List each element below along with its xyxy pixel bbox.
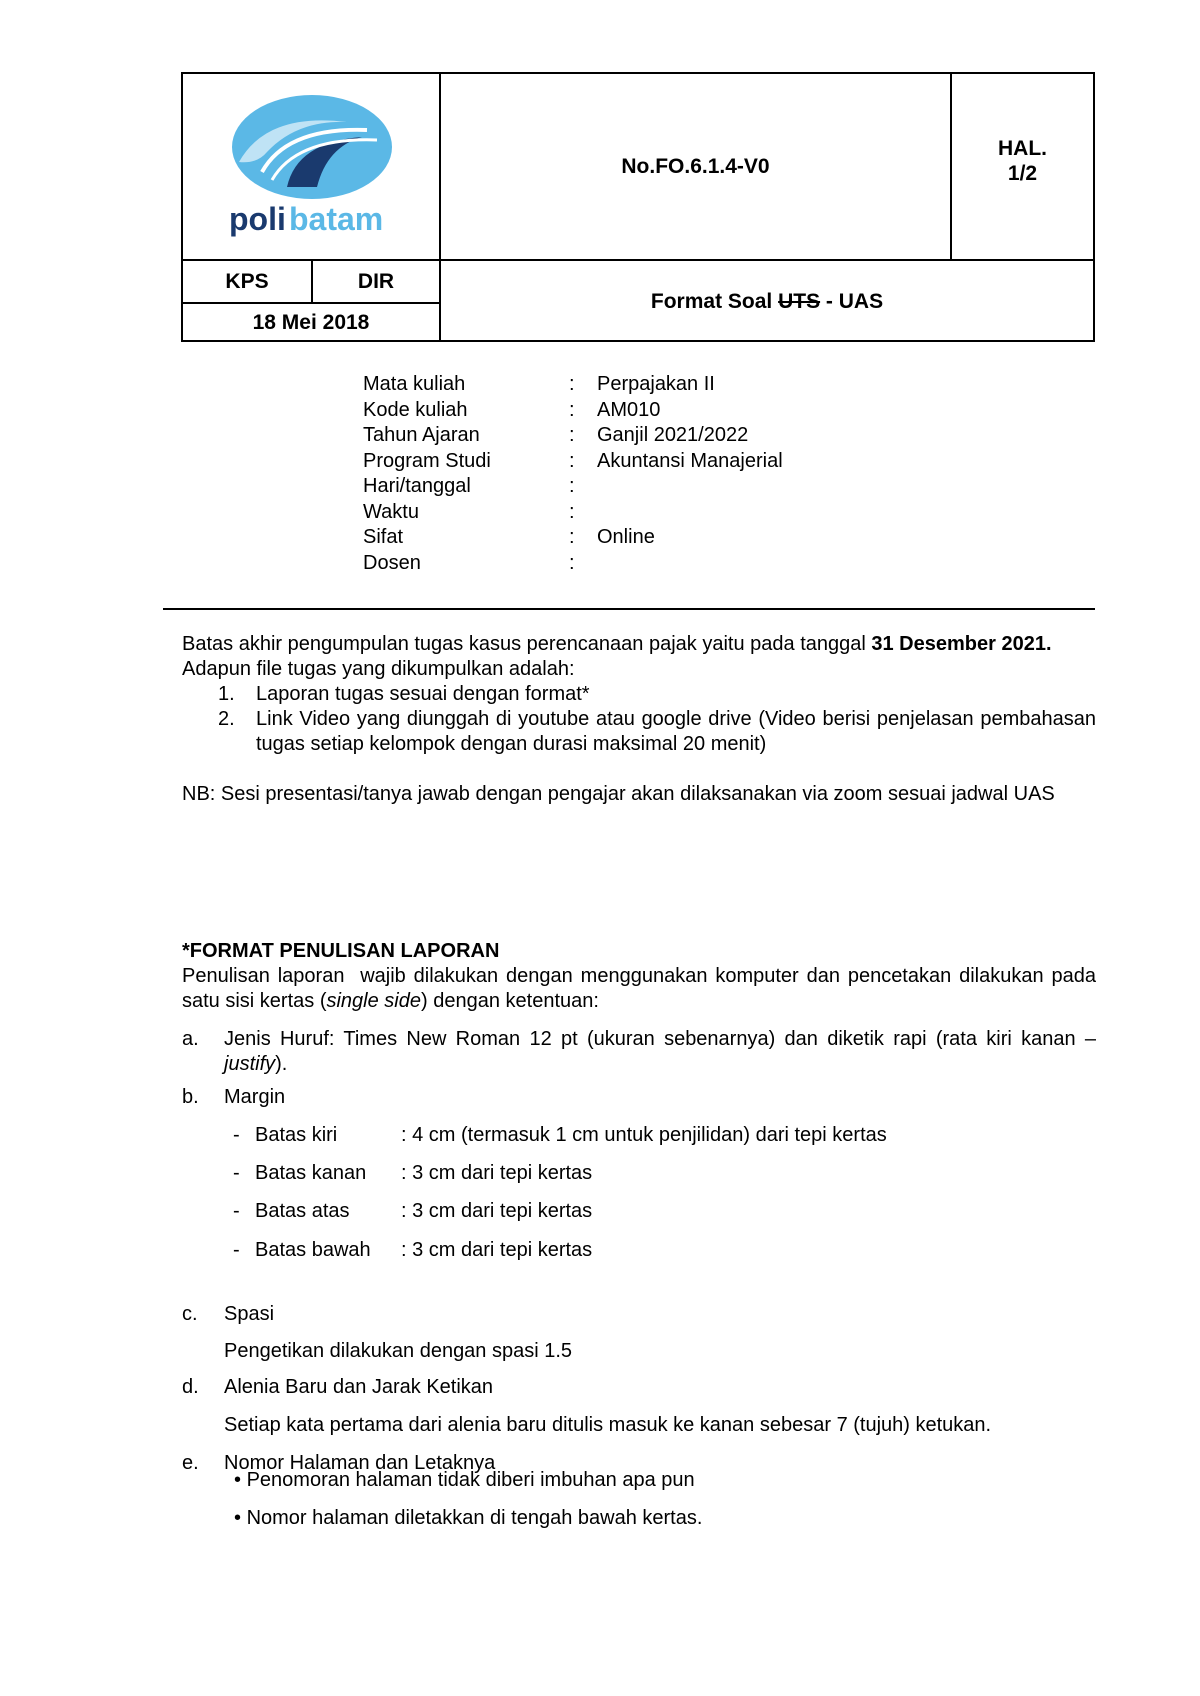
list-item: 1. Laporan tugas sesuai dengan format*	[218, 683, 590, 705]
header-table	[181, 72, 1095, 342]
bullet-item: • Penomoran halaman tidak diberi imbuhan apa pun	[234, 1469, 695, 1491]
nb-note: NB: Sesi presentasi/tanya jawab dengan pengajar akan dilaksanakan via zoom sesuai jadwal UAS	[182, 783, 1055, 805]
info-row: Kode kuliah : AM010	[363, 398, 661, 421]
date-cell: 18 Mei 2018	[252, 311, 370, 334]
margin-row: -	[233, 1239, 240, 1261]
page-value: 1/2	[1007, 162, 1038, 185]
dir-cell: DIR	[357, 269, 395, 293]
page-label: HAL.	[998, 137, 1047, 160]
info-row: Program Studi : Akuntansi Manajerial	[363, 449, 783, 472]
page-indicator	[952, 68, 1093, 254]
margin-label: Batas bawah	[255, 1239, 371, 1261]
margin-row: -	[233, 1200, 240, 1222]
instructions	[182, 632, 1096, 807]
logo-text-poli: poli	[229, 201, 286, 237]
format-intro: Penulisan laporan wajib dilakukan dengan menggunakan komputer dan pencetakan dilakukan pada satu sisi kertas (single side) dengan ketentuan:	[182, 965, 1102, 1012]
deadline-date: 31 Desember 2021.	[871, 633, 1052, 655]
format-prefix: Format Soal	[650, 289, 779, 313]
format-heading: *FORMAT PENULISAN LAPORAN	[182, 940, 500, 962]
polibatam-logo	[183, 74, 441, 260]
deadline-paragraph: Batas akhir pengumpulan tugas kasus perencanaan pajak yaitu pada tanggal 31 Desember 2021.	[182, 633, 1052, 655]
divider	[163, 608, 1095, 610]
logo-text-batam: batam	[289, 201, 384, 237]
info-row: Hari/tanggal :	[363, 475, 575, 497]
margin-label: Batas kanan	[255, 1162, 367, 1184]
doc-number: No.FO.6.1.4-V0	[621, 155, 770, 178]
format-suffix: - UAS	[820, 289, 884, 313]
format-title	[441, 261, 1093, 342]
list-item: 2. Link Video yang diunggah di youtube atau google drive (Video berisi penjelasan pembahasan tugas setiap kelompok dengan durasi maksimal 20 menit)	[218, 708, 1096, 755]
margin-value: : 3 cm dari tepi kertas	[401, 1239, 593, 1261]
bullet-item: • Nomor halaman diletakkan di tengah bawah kertas.	[234, 1507, 703, 1529]
margin-label: Batas atas	[255, 1200, 350, 1222]
info-row: Tahun Ajaran : Ganjil 2021/2022	[363, 424, 749, 446]
margin-label: Batas kiri	[255, 1124, 338, 1146]
info-row: Mata kuliah : Perpajakan II	[363, 373, 715, 395]
info-row: Sifat : Online	[363, 526, 655, 548]
course-info	[363, 372, 783, 576]
margin-value: : 4 cm (termasuk 1 cm untuk penjilidan) dari tepi kertas	[401, 1124, 887, 1146]
margin-row: -	[233, 1162, 240, 1184]
files-intro: Adapun file tugas yang dikumpulkan adalah:	[182, 658, 575, 680]
margin-value: : 3 cm dari tepi kertas	[401, 1162, 593, 1184]
info-row: Waktu :	[363, 500, 575, 523]
format-section	[182, 939, 1102, 1014]
files-list	[182, 682, 1096, 757]
kps-cell: KPS	[225, 269, 269, 293]
format-struck: UTS	[778, 289, 821, 313]
info-row: Dosen :	[363, 551, 575, 574]
margin-value: : 3 cm dari tepi kertas	[401, 1200, 593, 1222]
document-page: poli batam No.FO.6.1.4-V0 HAL. 1/2 KPS DIR 18 Mei 2018 Format Soal UTS - UAS Mata kuliah : Perpajakan II Kode kuliah : AM010 Tahun Ajaran : Ganjil 2021/2022 Program Studi : Akuntansi Manajerial Hari/tanggal : Waktu : Sifat : Online Dosen : Batas akhir pengumpulan tugas kasus perencanaan pajak yaitu pada tanggal 31 Desember 2021. Adapun file tugas yang dikumpulkan adalah: 1. Laporan tugas sesuai dengan format* 2. Link Video yang diunggah di youtube atau google drive (Video berisi penjelasan pembahasan tugas setiap kelompok dengan durasi maksimal 20 menit) NB: Sesi presentasi/tanya jawab dengan pengajar akan dilaksanakan via zoom sesuai jadwal UAS *FORMAT PENULISAN LAPORAN Penulisan laporan wajib dilakukan dengan menggunakan komputer dan pencetakan dilakukan pada satu sisi kertas (single side) dengan ketentuan: a. Jenis Huruf: Times New Roman 12 pt (ukuran sebenarnya) dan diketik rapi (rata kiri kanan – justify). b. Margin c. Spasi Pengetikan dilakukan dengan spasi 1.5 d. Alenia Baru dan Jarak Ketikan Setiap kata pertama dari alenia baru ditulis masuk ke kanan sebesar 7 (tujuh) ketukan. e. Nomor Halaman dan Letaknya - Batas kiri : 4 cm (termasuk 1 cm untuk penjilidan) dari tepi kertas - Batas kanan : 3 cm dari tepi kertas - Batas atas : 3 cm dari tepi kertas - Batas bawah : 3 cm dari tepi kertas • Penomoran halaman tidak diberi imbuhan apa pun • Nomor halaman diletakkan di tengah bawah kertas.	[0, 0, 1200, 1696]
margin-row: -	[233, 1124, 240, 1146]
